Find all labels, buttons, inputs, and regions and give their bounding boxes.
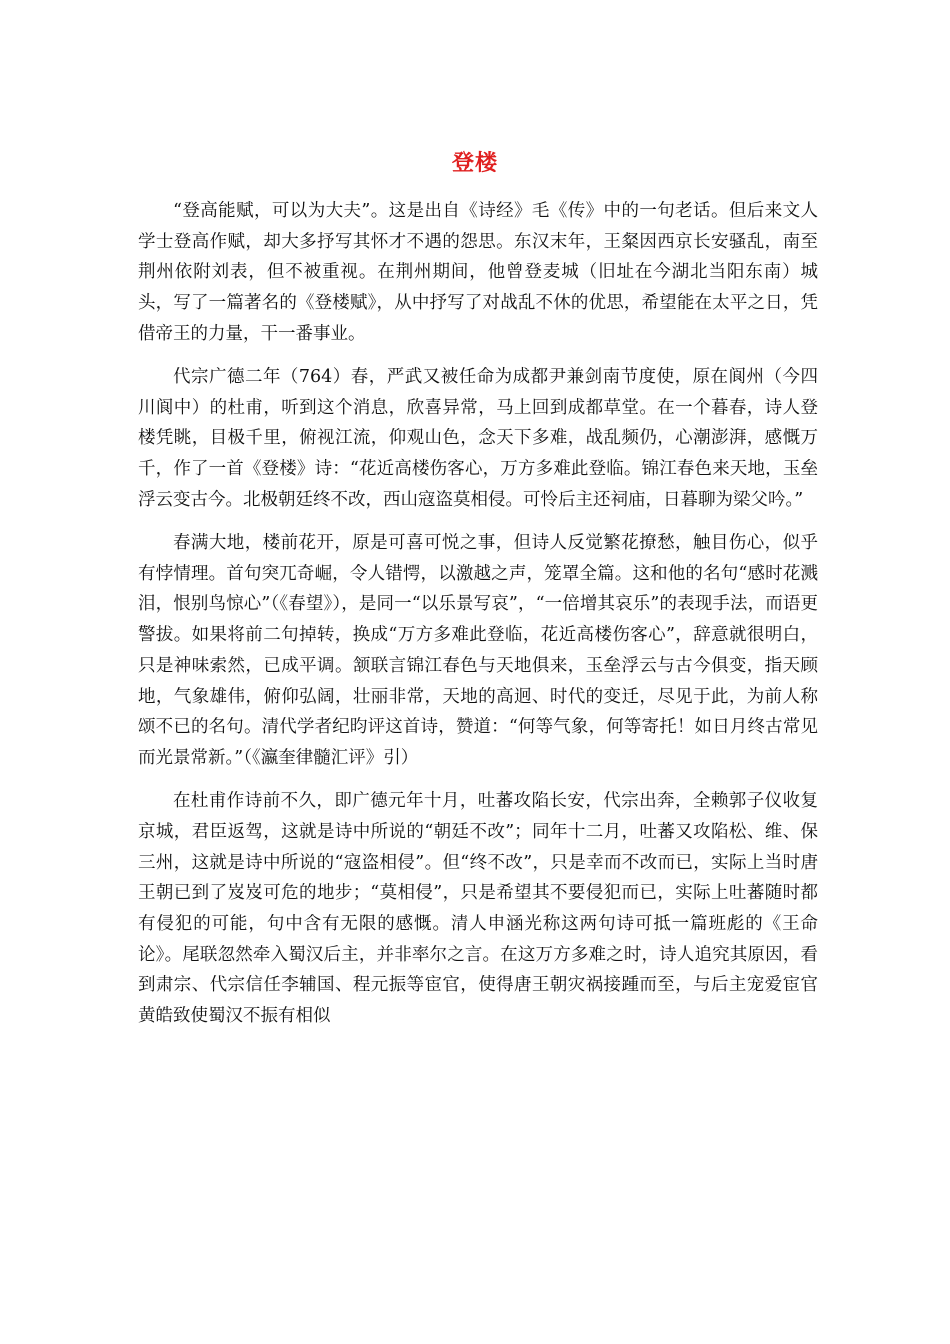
- document-title: 登楼: [451, 150, 498, 176]
- paragraph-3: 春满大地，楼前花开，原是可喜可悦之事，但诗人反觉繁花撩愁，触目伤心，似乎有悖情理。首句突兀奇崛，令人错愕，以激越之声，笼罩全篇。这和他的名句“感时花溅泪，恨别鸟惊心”（《春望》），是同一“以乐景写哀”，“一倍增其哀乐”的表现手法，而语更警拔。如果将前二句掉转，换成“万方多难此登临，花近高楼伤客心”，辞意就很明白，只是神味索然，已成平调。颔联言锦江春色与天地俱来，玉垒浮云与古今俱变，指天顾地，气象雄伟，俯仰弘阔，壮丽非常，天地的高迥、时代的变迁，尽见于此，为前人称颂不已的名句。清代学者纪昀评这首诗，赞道：“何等气象，何等寄托！如日月终古常见而光景常新。”（《瀛奎律髓汇评》引）: [138, 533, 818, 768]
- paragraph-2: 代宗广德二年（764）春，严武又被任命为成都尹兼剑南节度使，原在阆州（今四川阆中）的杜甫，听到这个消息，欣喜异常，马上回到成都草堂。在一个暮春，诗人登楼凭眺，目极千里，俯视江流，仰观山色，念天下多难，战乱频仍，心潮澎湃，感慨万千，作了一首《登楼》诗：“花近高楼伤客心，万方多难此登临。锦江春色来天地，玉垒浮云变古今。北极朝廷终不改，西山寇盗莫相侵。可怜后主还祠庙，日暮聊为梁父吟。”: [138, 367, 818, 510]
- paragraph-1: “登高能赋，可以为大夫”。这是出自《诗经》毛《传》中的一句老话。但后来文人学士登高作赋，却大多抒写其怀才不遇的怨思。东汉末年，王粲因西京长安骚乱，南至荆州依附刘表，但不被重视。在荆州期间，他曾登麦城（旧址在今湖北当阳东南）城头，写了一篇著名的《登楼赋》，从中抒写了对战乱不休的优思，希望能在太平之日，凭借帝王的力量，干一番事业。: [138, 201, 818, 344]
- document-body: [138, 196, 818, 1044]
- paragraph-4: 在杜甫作诗前不久，即广德元年十月，吐蕃攻陷长安，代宗出奔，全赖郭子仪收复京城，君臣返驾，这就是诗中所说的“朝廷不改”；同年十二月，吐蕃又攻陷松、维、保三州，这就是诗中所说的“寇盗相侵”。但“终不改”，只是幸而不改而已，实际上当时唐王朝已到了岌岌可危的地步；“莫相侵”，只是希望其不要侵犯而已，实际上吐蕃随时都有侵犯的可能，句中含有无限的感慨。清人申涵光称这两句诗可抵一篇班彪的《王命论》。尾联忽然牵入蜀汉后主，并非率尔之言。在这万方多难之时，诗人追究其原因，看到肃宗、代宗信任李辅国、程元振等宦官，使得唐王朝灾祸接踵而至，与后主宠爱宦官黄皓致使蜀汉不振有相似: [138, 791, 818, 1027]
